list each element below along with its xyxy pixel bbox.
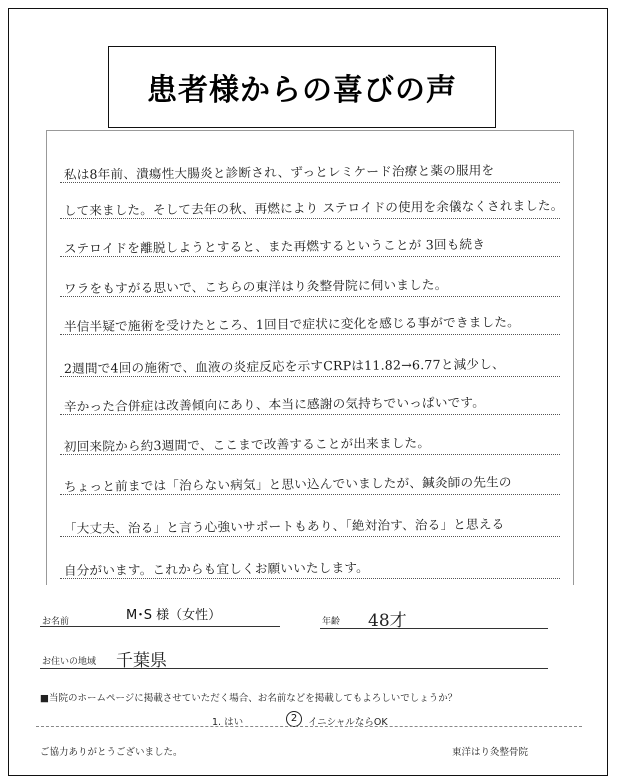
letter-line: 2週間で4回の施術で、血液の炎症反応を示すCRPは11.82→6.77と減少し、 — [63, 356, 505, 377]
letter-line: ワラをもすがる思いで、こちらの東洋はり灸整骨院に伺いました。 — [63, 276, 448, 297]
letter-line: して来ました。そして去年の秋、再燃により ステロイドの使用を余儀なくされました。 — [63, 197, 564, 219]
option-selected-circle: 2 — [286, 711, 302, 727]
clinic-name: 東洋はり灸整骨院 — [452, 747, 529, 758]
option-yes: 1. はい — [212, 717, 244, 728]
area-value: 千葉県 — [116, 651, 167, 671]
option-initials: イニシャルならOK — [308, 717, 388, 728]
letter-line: 辛かった合併症は改善傾向にあり、本当に感謝の気持ちでいっぱいです。 — [63, 394, 486, 415]
age-value: 48才 — [368, 611, 407, 631]
letter-line: 私は8年前、潰瘍性大腸炎と診断され、ずっとレミケード治療と薬の服用を — [63, 162, 495, 183]
name-label: お名前 — [42, 617, 70, 627]
age-underline — [320, 628, 548, 629]
letter-line: 自分がいます。これからも宜しくお願いいたします。 — [63, 559, 370, 579]
thanks-text: ご協力ありがとうございました。 — [40, 747, 183, 758]
letter-line: 半信半疑で施術を受けたところ、1回目で症状に変化を感じる事ができました。 — [63, 314, 520, 335]
title-box — [108, 46, 496, 128]
age-label: 年齢 — [322, 617, 341, 627]
permission-question: ■当院のホームページに掲載させていただく場合、お名前などを掲載してもよろしいでしょうか？ — [40, 693, 458, 704]
name-underline — [40, 626, 280, 627]
letter-line: 初回来院から約3週間で、ここまで改善することが出来ました。 — [63, 435, 431, 455]
page-title: 患者様からの喜びの声 — [147, 73, 457, 108]
name-value: M･S 様（女性） — [126, 608, 222, 623]
divider — [36, 726, 582, 727]
letter-line: ステロイドを離脱しようとすると、また再燃するということが 3回も続き — [63, 236, 486, 257]
letter-line: 「大丈夫、治る」と言う心強いサポートもあり、「絶対治す、治る」と思える — [63, 516, 505, 537]
area-label: お住いの地域 — [42, 657, 97, 667]
letter-line: ちょっと前までは「治らない病気」と思い込んでいましたが、鍼灸師の先生の — [63, 474, 512, 495]
area-underline — [40, 668, 548, 669]
